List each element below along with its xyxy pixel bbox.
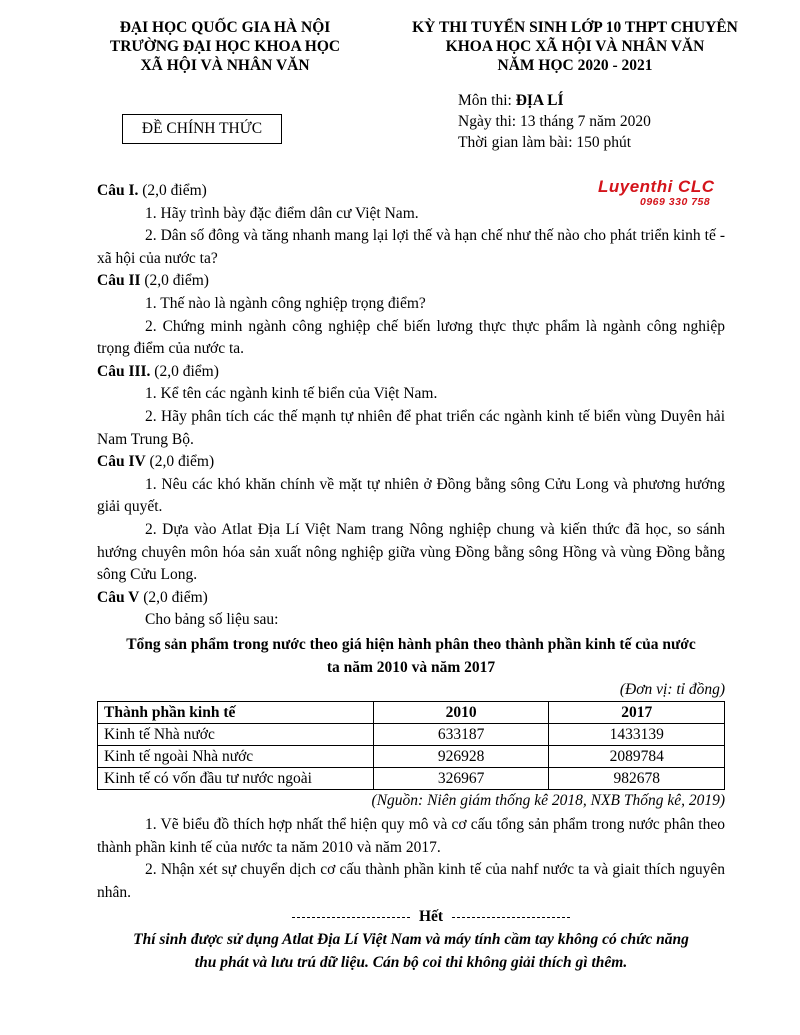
question-2-item-1: 1. Thế nào là ngành công nghiệp trọng điểm? <box>145 294 426 312</box>
table-cell: 982678 <box>549 768 725 790</box>
table-row <box>98 768 725 790</box>
exam-subject: Môn thi: ĐỊA LÍ <box>458 92 564 109</box>
question-5-item-2: 2. Nhận xét sự chuyển dịch cơ cấu thành phần kinh tế của nahf nước ta và giait thích nguyên nhân. <box>97 861 725 901</box>
table-title: Tổng sản phẩm trong nước theo giá hiện hành phân theo thành phần kinh tế của nước ta năm 2010 và năm 2017 <box>126 635 696 676</box>
end-label: Hết <box>418 908 444 925</box>
table-row <box>98 746 725 768</box>
exam-content <box>97 177 725 904</box>
question-4-item-2: 2. Dựa vào Atlat Địa Lí Việt Nam trang Nông nghiệp chung và kiến thức đã học, so sánh hướng chuyên môn hóa sản xuất nông nghiệp giữa vùng Đồng bằng sông Hồng và vùng Đồng bằng sông Cửu Long. <box>97 520 725 584</box>
question-4-item-1: 1. Nêu các khó khăn chính về mặt tự nhiên ở Đồng bằng sông Cửu Long và phương hướng giải quyết. <box>97 475 725 516</box>
table-cell: Kinh tế có vốn đầu tư nước ngoài <box>98 768 374 790</box>
column-header: 2017 <box>549 702 725 724</box>
question-2-heading: Câu II (2,0 điểm) <box>97 272 209 290</box>
question-3-item-1: 1. Kể tên các ngành kinh tế biển của Việt Nam. <box>145 385 438 403</box>
exam-duration: Thời gian làm bài: 150 phút <box>458 134 632 151</box>
table-unit: (Đơn vị: tỉ đồng) <box>619 680 725 698</box>
table-cell: 633187 <box>373 724 549 746</box>
table-row <box>98 724 725 746</box>
question-2-item-2: 2. Chứng minh ngành công nghiệp chế biến lương thực thực phẩm là ngành công nghiệp trọng điểm của nước ta. <box>97 317 725 358</box>
exam-title: KỲ THI TUYỂN SINH LỚP 10 THPT CHUYÊN <box>412 19 738 36</box>
exam-info <box>458 90 651 153</box>
official-exam-box: ĐỀ CHÍNH THỨC <box>122 114 282 144</box>
column-header: Thành phần kinh tế <box>98 702 374 724</box>
brand-name: Luyenthi CLC <box>598 177 715 196</box>
question-5-item-1: 1. Vẽ biểu đồ thích hợp nhất thể hiện quy mô và cơ cấu tổng sản phẩm trong nước phân theo thành phần kinh tế của nước ta năm 2010 và năm 2017. <box>97 816 725 856</box>
question-5-heading: Câu V (2,0 điểm) <box>97 588 208 606</box>
table-header-row <box>98 702 725 724</box>
divider <box>452 917 570 918</box>
table-cell: Kinh tế Nhà nước <box>98 724 374 746</box>
header-right <box>365 18 785 75</box>
table-cell: 326967 <box>373 768 549 790</box>
school-name-line1: TRƯỜNG ĐẠI HỌC KHOA HỌC <box>109 38 341 55</box>
gdp-table <box>97 701 725 790</box>
question-3-item-2: 2. Hãy phân tích các thế mạnh tự nhiên để phat triển các ngành kinh tế biển vùng Duyên hải Nam Trung Bộ. <box>97 407 725 448</box>
candidate-note: Thí sinh được sử dụng Atlat Địa Lí Việt Nam và máy tính cầm tay không có chức năng thu phát và lưu trú dữ liệu. Cán bộ coi thi không giải thích gì thêm. <box>133 931 689 971</box>
question-5-intro: Cho bảng số liệu sau: <box>145 611 279 629</box>
question-4-heading: Câu IV (2,0 điểm) <box>97 453 215 471</box>
university-name: ĐẠI HỌC QUỐC GIA HÀ NỘI <box>119 19 331 36</box>
end-marker <box>292 908 570 928</box>
question-1-item-2: 2. Dân số đông và tăng nhanh mang lại lợi thế và hạn chế như thế nào cho phát triển kinh tế - xã hội của nước ta? <box>97 227 725 267</box>
table-source: (Nguồn: Niên giám thống kê 2018, NXB Thống kê, 2019) <box>371 792 725 810</box>
question-1-item-1: 1. Hãy trình bày đặc điểm dân cư Việt Nam. <box>145 204 419 222</box>
table-cell: 1433139 <box>549 724 725 746</box>
question-1-heading: Câu I. (2,0 điểm) <box>97 182 207 199</box>
exam-date: Ngày thi: 13 tháng 7 năm 2020 <box>458 113 651 130</box>
school-year: NĂM HỌC 2020 - 2021 <box>497 57 653 74</box>
table-cell: 2089784 <box>549 746 725 768</box>
table-cell: Kinh tế ngoài Nhà nước <box>98 746 374 768</box>
table-cell: 926928 <box>373 746 549 768</box>
school-name-line2: XÃ HỘI VÀ NHÂN VĂN <box>140 57 310 74</box>
column-header: 2010 <box>373 702 549 724</box>
exam-program: KHOA HỌC XÃ HỘI VÀ NHÂN VĂN <box>445 38 705 55</box>
subject-name: ĐỊA LÍ <box>515 92 564 109</box>
brand-phone: 0969 330 758 <box>640 196 711 208</box>
header-left <box>60 18 390 75</box>
question-3-heading: Câu III. (2,0 điểm) <box>97 362 219 380</box>
